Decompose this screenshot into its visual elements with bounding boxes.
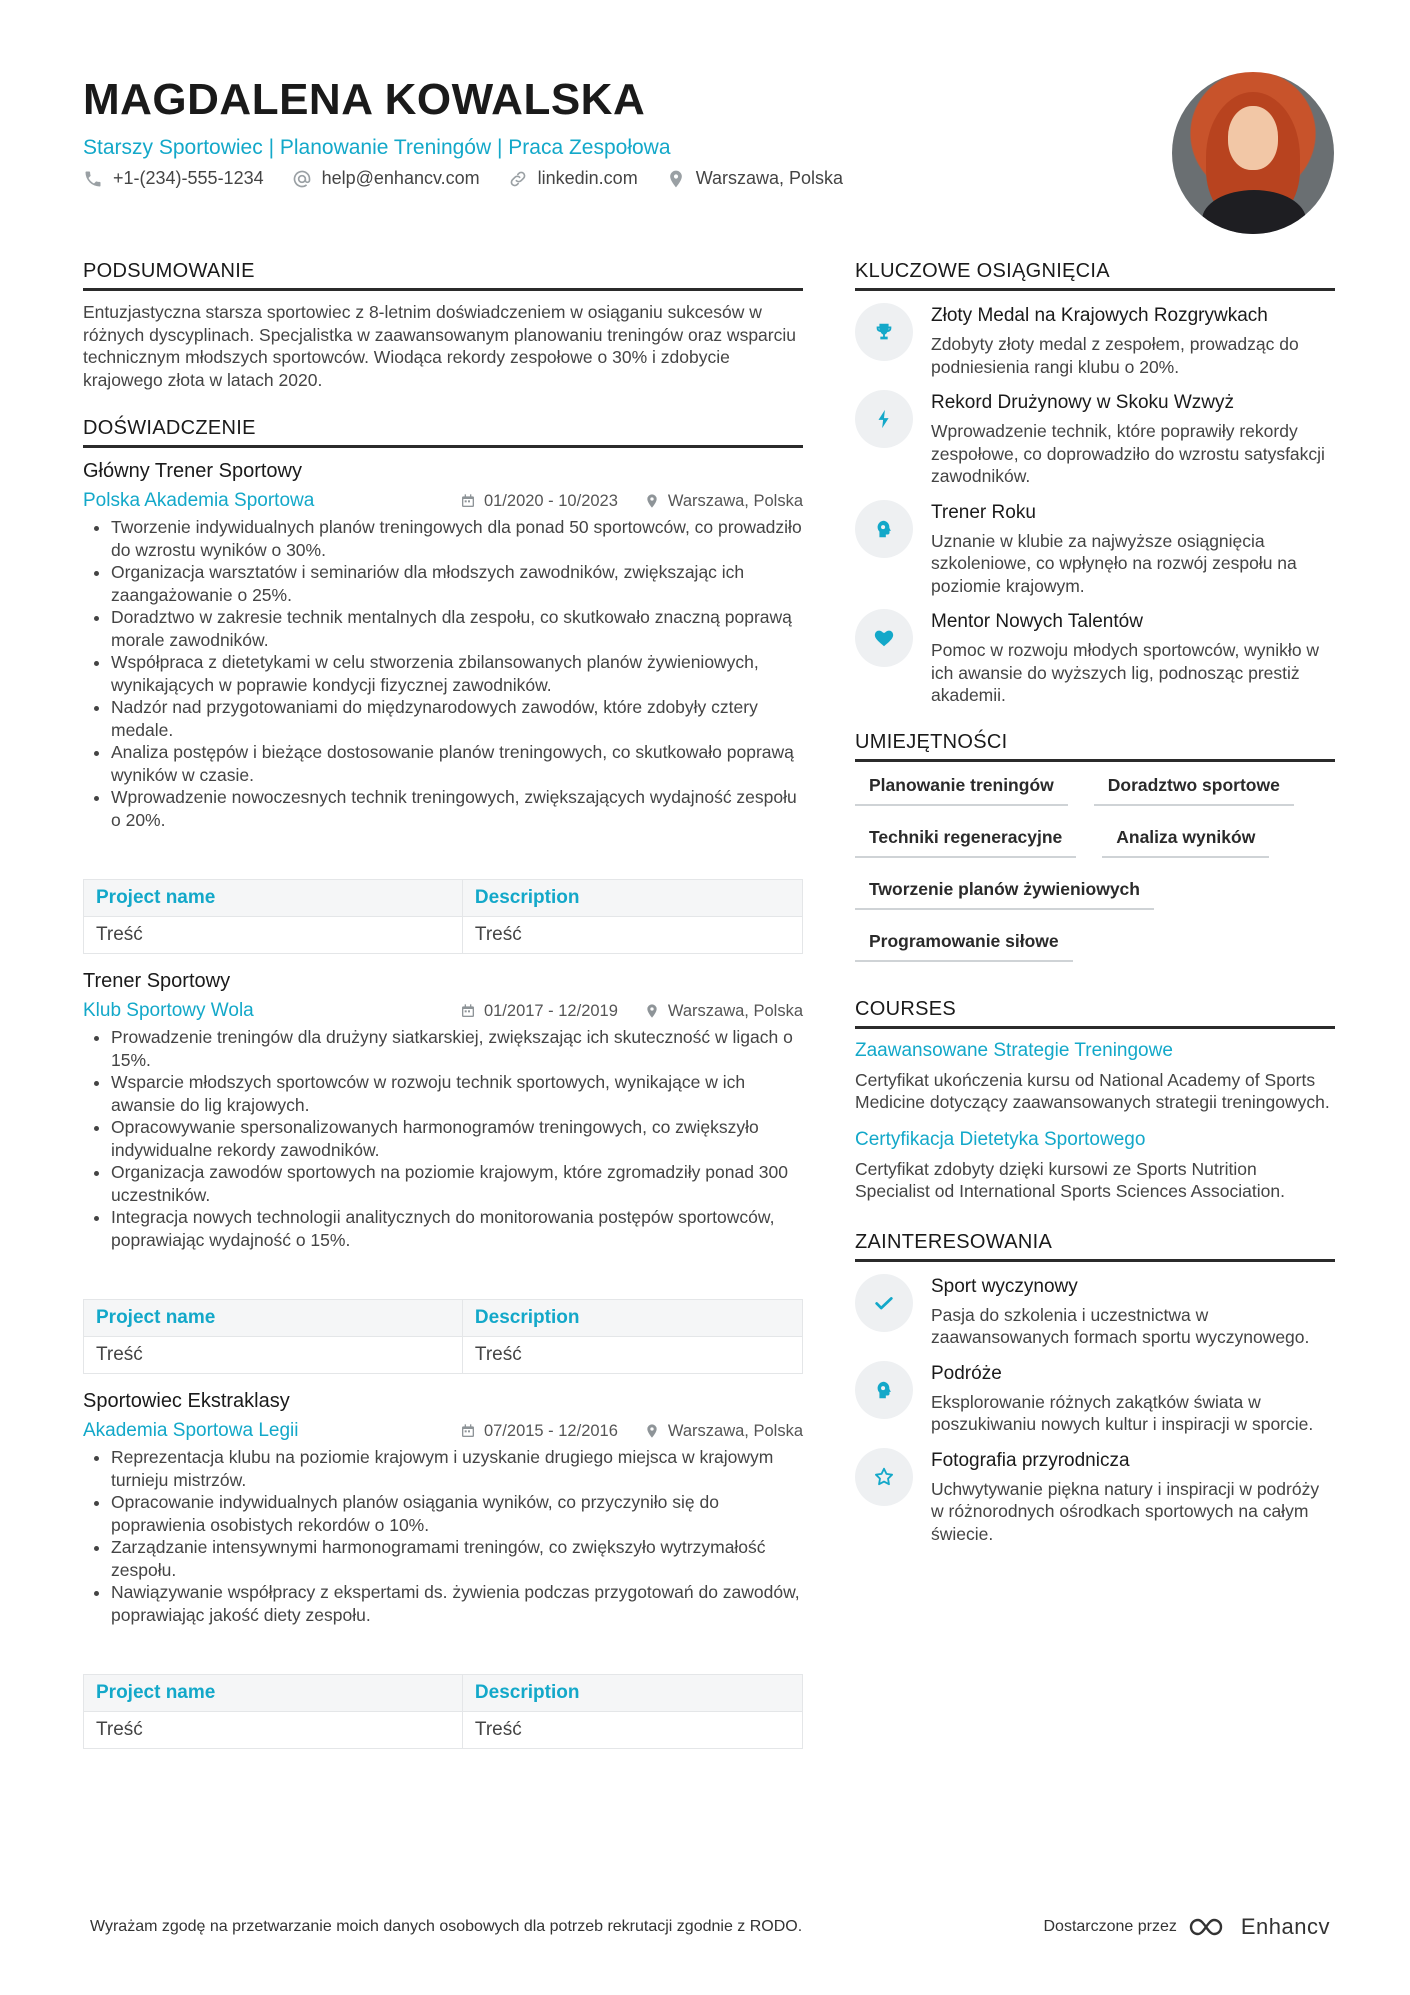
bullet-item: • Integracja nowych technologii analitycznych do monitorowania postępów sportowców, poprawiając wydajność o 15%. xyxy=(111,1206,803,1251)
interest-title: Fotografia przyrodnicza xyxy=(931,1449,1130,1471)
course-title: Certyfikacja Dietetyka Sportowego xyxy=(855,1128,1146,1150)
project-table xyxy=(83,879,803,954)
calendar-icon xyxy=(460,493,476,509)
skills-list xyxy=(855,774,1335,962)
job-location: Warszawa, Polska xyxy=(667,1421,803,1440)
interest-item xyxy=(855,1361,1335,1436)
skill-tag: Planowanie treningów xyxy=(855,774,1068,806)
table-cell: Treść xyxy=(84,1337,463,1374)
brand-name: Enhancv xyxy=(1240,1914,1330,1939)
course-desc: Certyfikat zdobyty dzięki kursowi ze Sports Nutrition Specialist od International Sports Sciences Association. xyxy=(855,1158,1285,1201)
courses-section xyxy=(855,996,1335,1203)
interest-item xyxy=(855,1448,1335,1546)
star-icon xyxy=(873,1466,895,1488)
contact-list xyxy=(83,168,1163,189)
bullet-item: • Tworzenie indywidualnych planów treningowych dla ponad 50 sportowców, co prowadziło do wzrostu wyników o 30%. xyxy=(111,516,803,561)
table-header: Description xyxy=(462,1675,802,1712)
achievement-title: Mentor Nowych Talentów xyxy=(931,611,1143,632)
company-name: Klub Sportowy Wola xyxy=(83,1000,254,1021)
job-dates: 01/2017 - 12/2019 xyxy=(483,1001,618,1020)
bullet-item: • Nadzór nad przygotowaniami do międzynarodowych zawodów, które zdobyły cztery medale. xyxy=(111,696,803,741)
achievements-title: KLUCZOWE OSIĄGNIĘCIA xyxy=(855,258,1335,291)
interest-desc: Pasja do szkolenia i uczestnictwa w zaawansowanych formach sportu wyczynowego. xyxy=(931,1304,1310,1347)
job-meta xyxy=(83,1420,803,1442)
calendar-icon xyxy=(460,1423,476,1439)
right-column xyxy=(855,258,1335,1563)
summary-title: PODSUMOWANIE xyxy=(83,258,803,291)
interest-desc: Eksplorowanie różnych zakątków świata w poszukiwaniu nowych kultur i inspiracji w sporcie. xyxy=(931,1391,1314,1434)
project-table xyxy=(83,1299,803,1374)
footer xyxy=(90,1914,1330,1940)
candidate-name: MAGDALENA KOWALSKA xyxy=(83,75,646,124)
resume-header xyxy=(83,72,1163,189)
calendar-icon xyxy=(460,1003,476,1019)
achievements-section xyxy=(855,258,1335,707)
bullet-item: • Opracowywanie spersonalizowanych harmonogramów treningowych, co zwiększyło indywidualne rekordy zawodników. xyxy=(111,1116,803,1161)
project-table xyxy=(83,1674,803,1749)
interests-title: ZAINTERESOWANIA xyxy=(855,1229,1335,1262)
table-cell: Treść xyxy=(462,917,802,954)
bullet-item: • Reprezentacja klubu na poziomie krajowym i uzyskanie drugiego miejsca w krajowym turnieju mistrzów. xyxy=(111,1446,803,1491)
linkedin-text: linkedin.com xyxy=(537,168,638,188)
skills-title: UMIEJĘTNOŚCI xyxy=(855,729,1335,762)
achievement-title: Rekord Drużynowy w Skoku Wzwyż xyxy=(931,392,1235,413)
company-name: Polska Akademia Sportowa xyxy=(83,490,315,511)
profile-photo xyxy=(1172,72,1334,234)
achievement-item xyxy=(855,500,1335,598)
phone-icon xyxy=(83,169,103,189)
link-icon xyxy=(508,169,528,189)
interest-title: Podróże xyxy=(931,1362,1002,1384)
achievement-item xyxy=(855,303,1335,378)
table-cell: Treść xyxy=(84,917,463,954)
experience-title: DOŚWIADCZENIE xyxy=(83,415,803,448)
job-entry xyxy=(83,968,803,1374)
lightning-icon xyxy=(873,408,895,430)
job-bullets xyxy=(83,1026,803,1251)
bullet-item: • Prowadzenie treningów dla drużyny siatkarskiej, zwiększając ich skuteczność w ligach o 15%. xyxy=(111,1026,803,1071)
brain-icon xyxy=(873,1379,895,1401)
job-title: Trener Sportowy xyxy=(83,970,231,992)
check-icon xyxy=(873,1292,895,1314)
table-cell: Treść xyxy=(462,1337,802,1374)
job-bullets xyxy=(83,1446,803,1626)
location-pin-icon xyxy=(644,1003,660,1019)
bullet-item: • Wprowadzenie nowoczesnych technik treningowych, zwiększających wydajność zespołu o 20%. xyxy=(111,786,803,831)
table-header: Project name xyxy=(84,1675,463,1712)
email-text: help@enhancv.com xyxy=(321,168,480,188)
bullet-item: • Opracowanie indywidualnych planów osiągania wyników, co przyczyniło się do poprawienia osobistych rekordów o 10%. xyxy=(111,1491,803,1536)
skill-tag: Doradztwo sportowe xyxy=(1094,774,1294,806)
table-header: Description xyxy=(462,880,802,917)
job-meta xyxy=(83,1000,803,1022)
experience-section xyxy=(83,415,803,1749)
table-cell: Treść xyxy=(462,1712,802,1749)
course-title: Zaawansowane Strategie Treningowe xyxy=(855,1039,1173,1061)
location-text: Warszawa, Polska xyxy=(695,168,844,188)
job-entry xyxy=(83,1388,803,1749)
table-header: Project name xyxy=(84,880,463,917)
powered-by-text: Dostarczone przez xyxy=(1043,1918,1177,1935)
achievement-item xyxy=(855,390,1335,488)
job-title: Sportowiec Ekstraklasy xyxy=(83,1390,290,1412)
location-pin-icon xyxy=(644,493,660,509)
at-icon xyxy=(292,169,312,189)
skill-tag: Analiza wyników xyxy=(1102,826,1269,858)
heart-icon xyxy=(873,627,895,649)
consent-text: Wyrażam zgodę na przetwarzanie moich danych osobowych dla potrzeb rekrutacji zgodnie z RODO. xyxy=(90,1918,803,1935)
job-title: Główny Trener Sportowy xyxy=(83,460,302,482)
bullet-item: • Zarządzanie intensywnymi harmonogramami treningów, co zwiększyło wytrzymałość zespołu. xyxy=(111,1536,803,1581)
job-location: Warszawa, Polska xyxy=(667,1001,803,1020)
table-header: Description xyxy=(462,1300,802,1337)
summary-text: Entuzjastyczna starsza sportowiec z 8-letnim doświadczeniem w osiąganiu sukcesów w różnych dyscyplinach. Specjalistka w zaawansowanym planowaniu treningów oraz wsparciu technicznym młodszych sportowców. Wiodąca rekordy zespołowe o 30% i zdobycie krajowego złota w latach 2020. xyxy=(83,302,796,390)
left-column xyxy=(83,258,803,1767)
company-name: Akademia Sportowa Legii xyxy=(83,1420,299,1441)
bullet-item: • Organizacja warsztatów i seminariów dla młodszych zawodników, zwiększając ich zaangażowanie o 25%. xyxy=(111,561,803,606)
phone-text: +1-(234)-555-1234 xyxy=(113,168,264,188)
table-header: Project name xyxy=(84,1300,463,1337)
interest-title: Sport wyczynowy xyxy=(931,1275,1078,1297)
job-meta xyxy=(83,490,803,512)
contact-linkedin[interactable] xyxy=(508,168,638,189)
achievement-desc: Zdobyty złoty medal z zespołem, prowadząc do podniesienia rangi klubu o 20%. xyxy=(931,334,1299,377)
contact-location xyxy=(666,168,843,189)
job-entry xyxy=(83,458,803,954)
bullet-item: • Organizacja zawodów sportowych na poziomie krajowym, które zgromadziły ponad 300 uczestników. xyxy=(111,1161,803,1206)
skills-section xyxy=(855,729,1335,962)
bullet-item: • Współpraca z dietetykami w celu stworzenia zbilansowanych planów żywieniowych, wynikających w poprawie kondycji fizycznej zawodników. xyxy=(111,651,803,696)
job-dates: 01/2020 - 10/2023 xyxy=(483,491,618,510)
interest-desc: Uchwytywanie piękna natury i inspiracji w podróży w różnorodnych ośrodkach sportowych na całym świecie. xyxy=(931,1478,1320,1544)
brain-icon xyxy=(873,518,895,540)
location-pin-icon xyxy=(666,169,686,189)
job-dates: 07/2015 - 12/2016 xyxy=(483,1421,618,1440)
brand-block[interactable] xyxy=(1043,1914,1330,1940)
job-location: Warszawa, Polska xyxy=(667,491,803,510)
location-pin-icon xyxy=(644,1423,660,1439)
achievement-desc: Wprowadzenie technik, które poprawiły rekordy zespołowe, co doprowadziło do wzrostu satysfakcji zawodników. xyxy=(931,421,1325,486)
bullet-item: • Analiza postępów i bieżące dostosowanie planów treningowych, co skutkowało poprawą wyników w czasie. xyxy=(111,741,803,786)
table-cell: Treść xyxy=(84,1712,463,1749)
bullet-item: • Nawiązywanie współpracy z ekspertami ds. żywienia podczas przygotowań do zawodów, poprawiając jakość diety zespołu. xyxy=(111,1581,803,1626)
achievement-desc: Uznanie w klubie za najwyższe osiągnięcia szkoleniowe, co wpłynęło na rozwój zespołu na poziomie krajowym. xyxy=(931,530,1297,596)
achievement-title: Trener Roku xyxy=(931,501,1036,523)
contact-email[interactable] xyxy=(292,168,480,189)
interests-section xyxy=(855,1229,1335,1546)
skill-tag: Programowanie siłowe xyxy=(855,930,1073,962)
courses-title: COURSES xyxy=(855,996,1335,1029)
skill-tag: Tworzenie planów żywieniowych xyxy=(855,878,1154,910)
bullet-item: • Wsparcie młodszych sportowców w rozwoju technik sportowych, wynikające w ich awansie do lig krajowych. xyxy=(111,1071,803,1116)
trophy-icon xyxy=(873,321,895,343)
enhancv-logo-icon xyxy=(1187,1915,1231,1939)
bullet-item: • Doradztwo w zakresie technik mentalnych dla zespołu, co skutkowało znaczną poprawą morale zawodników. xyxy=(111,606,803,651)
contact-phone[interactable] xyxy=(83,168,264,189)
achievement-desc: Pomoc w rozwoju młodych sportowców, wynikło w ich awansie do wyższych lig, podnosząc prestiż akademii. xyxy=(931,640,1320,705)
interest-item xyxy=(855,1274,1335,1349)
job-bullets xyxy=(83,516,803,831)
candidate-subtitle: Starszy Sportowiec | Planowanie Treningów | Praca Zespołowa xyxy=(83,136,671,159)
achievement-item xyxy=(855,609,1335,707)
summary-section xyxy=(83,258,803,391)
skill-tag: Techniki regeneracyjne xyxy=(855,826,1076,858)
achievement-title: Złoty Medal na Krajowych Rozgrywkach xyxy=(931,305,1268,326)
course-desc: Certyfikat ukończenia kursu od National Academy of Sports Medicine dotyczący zaawansowanych strategii treningowych. xyxy=(855,1069,1330,1112)
